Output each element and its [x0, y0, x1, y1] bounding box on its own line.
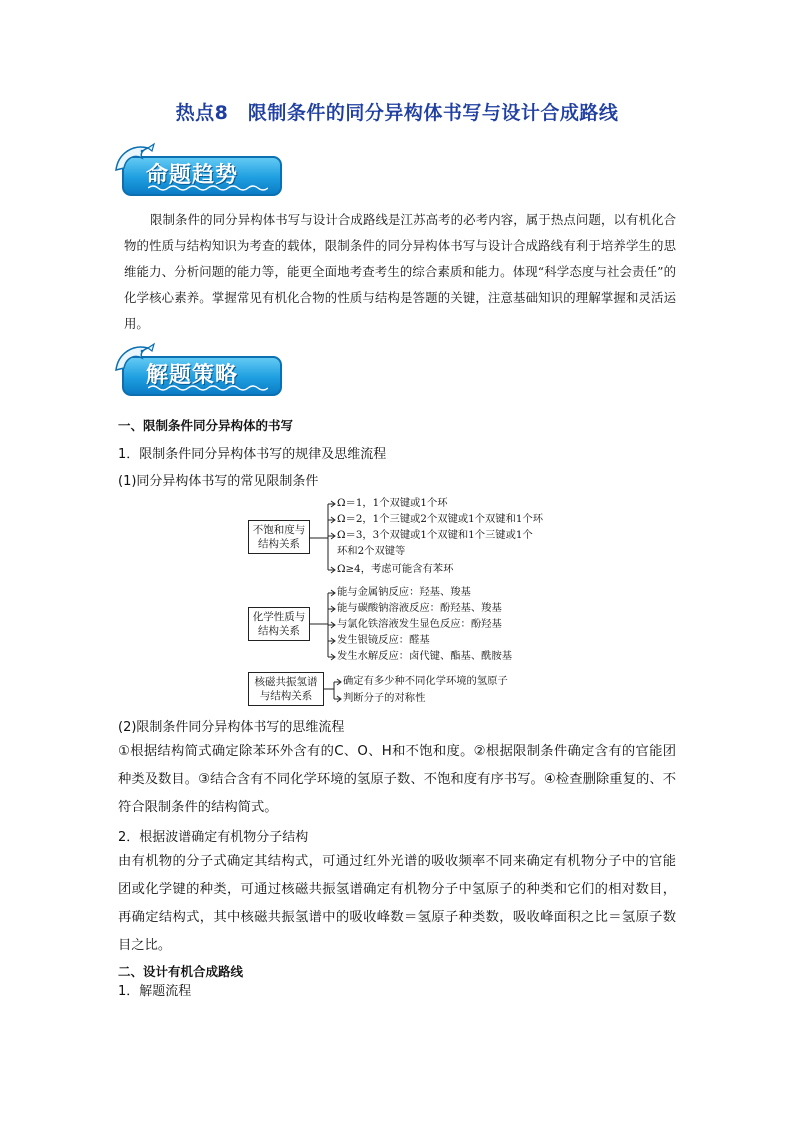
- diagram-item: Ω＝1，1个双键或1个环: [337, 497, 448, 509]
- diagram-item: 判断分子的对称性: [343, 692, 426, 704]
- diagram-box-nmr: 核磁共振氢谱与结构关系: [248, 672, 324, 706]
- diagram-item: 环和2个双键等: [337, 545, 406, 557]
- diagram-item: 发生水解反应：卤代键、酯基、酰胺基: [337, 650, 513, 662]
- section1-sub1: 1．限制条件同分异构体书写的规律及思维流程: [118, 447, 387, 462]
- section1-sub1b: (2)限制条件同分异构体书写的思维流程: [118, 720, 345, 735]
- wave-decoration-icon: [148, 384, 268, 392]
- diagram-box-chemical-property: 化学性质与结构关系: [248, 607, 310, 641]
- diagram-item: 发生银镜反应：醛基: [337, 634, 430, 646]
- section1-heading: 一、限制条件同分异构体的书写: [118, 418, 294, 433]
- page-title: 热点8 限制条件的同分异构体书写与设计合成路线: [175, 102, 619, 124]
- diagram-item: 能与碳酸钠溶液反应：酚羟基、羧基: [337, 602, 502, 614]
- banner-label: 命题趋势: [146, 163, 239, 188]
- banner-solution-strategy: [118, 350, 286, 402]
- banner-label: 解题策略: [146, 363, 239, 388]
- section1-sub1a: (1)同分异构体书写的常见限制条件: [118, 474, 319, 489]
- banner-proposition-trend: [118, 150, 286, 202]
- section2-heading: 二、设计有机合成路线: [118, 964, 244, 979]
- section1-sub2: 2．根据波谱确定有机物分子结构: [118, 830, 309, 845]
- intro-paragraph: 限制条件的同分异构体书写与设计合成路线是江苏高考的必考内容，属于热点问题，以有机化合物的性质与结构知识为考查的载体，限制条件的同分异构体书写与设计合成路线有利于培养学生的思维能力、分析问题的能力等，能更全面地考查考生的综合素质和能力。体现“科学态度与社会责任”的化学核心素养。掌握常见有机化合物的性质与结构是答题的关键，注意基础知识的理解掌握和灵活运用。: [124, 212, 676, 331]
- section2-sub1: 1．解题流程: [118, 984, 192, 999]
- diagram-item: 能与金属钠反应：羟基、羧基: [337, 586, 471, 598]
- diagram-item: 确定有多少种不同化学环境的氢原子: [343, 675, 508, 687]
- diagram-item: Ω＝2，1个三键或2个双键或1个双键和1个环: [337, 513, 544, 525]
- diagram-box-unsaturation: 不饱和度与结构关系: [248, 520, 310, 554]
- spectra-paragraph: 由有机物的分子式确定其结构式，可通过红外光谱的吸收频率不同来确定有机物分子中的官能团或化学键的种类，可通过核磁共振氢谱确定有机物分子中氢原子的种类和它们的相对数目，再确定结构式，其中核磁共振氢谱中的吸收峰数＝氢原子种类数，吸收峰面积之比＝氢原子数目之比。: [118, 854, 676, 953]
- constraint-diagram: [248, 496, 578, 708]
- diagram-item: 与氯化铁溶液发生显色反应：酚羟基: [337, 618, 502, 630]
- steps-paragraph: ①根据结构简式确定除苯环外含有的C、O、H和不饱和度。②根据限制条件确定含有的官能团种类及数目。③结合含有不同化学环境的氢原子数、不饱和度有序书写。④检查删除重复的、不符合限制条件的结构简式。: [118, 744, 676, 815]
- diagram-item: Ω＝3，3个双键或1个双键和1个三键或1个: [337, 529, 533, 541]
- wave-decoration-icon: [148, 184, 268, 192]
- diagram-item: Ω≥4，考虑可能含有苯环: [337, 563, 454, 575]
